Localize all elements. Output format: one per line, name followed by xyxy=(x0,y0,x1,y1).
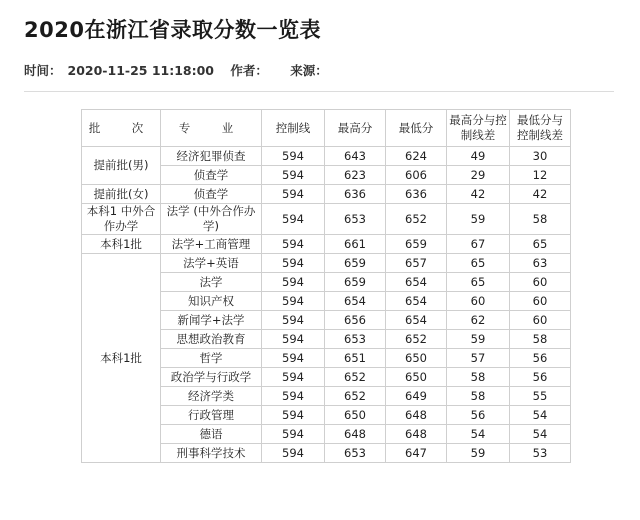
cell-min-score: 657 xyxy=(386,254,447,273)
header-control-line: 控制线 xyxy=(262,110,325,147)
cell-control-line: 594 xyxy=(262,147,325,166)
cell-max-diff: 42 xyxy=(447,185,510,204)
cell-max-score: 652 xyxy=(325,368,386,387)
cell-control-line: 594 xyxy=(262,368,325,387)
header-max-diff: 最高分与控制线差 xyxy=(447,110,510,147)
cell-control-line: 594 xyxy=(262,235,325,254)
cell-min-diff: 58 xyxy=(510,204,571,235)
cell-min-score: 624 xyxy=(386,147,447,166)
table-row xyxy=(82,185,571,204)
cell-max-diff: 65 xyxy=(447,254,510,273)
cell-control-line: 594 xyxy=(262,425,325,444)
header-min-score: 最低分 xyxy=(386,110,447,147)
cell-major: 行政管理 xyxy=(161,406,262,425)
cell-major: 法学+英语 xyxy=(161,254,262,273)
cell-min-score: 636 xyxy=(386,185,447,204)
cell-major: 哲学 xyxy=(161,349,262,368)
cell-max-score: 653 xyxy=(325,330,386,349)
cell-max-score: 653 xyxy=(325,204,386,235)
cell-max-diff: 59 xyxy=(447,444,510,463)
cell-max-score: 654 xyxy=(325,292,386,311)
cell-max-score: 650 xyxy=(325,406,386,425)
cell-max-diff: 60 xyxy=(447,292,510,311)
cell-min-score: 650 xyxy=(386,349,447,368)
cell-batch: 提前批(女) xyxy=(82,185,161,204)
author-label: 作者： xyxy=(230,63,268,78)
article-meta xyxy=(24,61,340,79)
time-label: 时间： xyxy=(24,63,62,78)
cell-max-diff: 59 xyxy=(447,330,510,349)
cell-min-diff: 54 xyxy=(510,406,571,425)
cell-min-diff: 65 xyxy=(510,235,571,254)
cell-max-diff: 59 xyxy=(447,204,510,235)
cell-control-line: 594 xyxy=(262,330,325,349)
cell-major: 知识产权 xyxy=(161,292,262,311)
cell-min-score: 648 xyxy=(386,406,447,425)
cell-batch: 本科1批 xyxy=(82,254,161,463)
cell-major: 经济学类 xyxy=(161,387,262,406)
cell-min-score: 654 xyxy=(386,292,447,311)
cell-max-diff: 65 xyxy=(447,273,510,292)
cell-control-line: 594 xyxy=(262,349,325,368)
cell-max-diff: 54 xyxy=(447,425,510,444)
cell-control-line: 594 xyxy=(262,273,325,292)
time-value: 2020-11-25 11:18:00 xyxy=(67,63,215,78)
cell-max-diff: 29 xyxy=(447,166,510,185)
cell-control-line: 594 xyxy=(262,204,325,235)
cell-min-diff: 63 xyxy=(510,254,571,273)
cell-control-line: 594 xyxy=(262,406,325,425)
cell-min-score: 606 xyxy=(386,166,447,185)
cell-min-diff: 60 xyxy=(510,292,571,311)
table-row xyxy=(82,204,571,235)
cell-max-score: 659 xyxy=(325,273,386,292)
cell-max-diff: 67 xyxy=(447,235,510,254)
cell-major: 刑事科学技术 xyxy=(161,444,262,463)
table-row xyxy=(82,254,571,273)
cell-max-score: 643 xyxy=(325,147,386,166)
cell-max-diff: 56 xyxy=(447,406,510,425)
cell-control-line: 594 xyxy=(262,387,325,406)
cell-major: 法学 (中外合作办学) xyxy=(161,204,262,235)
cell-control-line: 594 xyxy=(262,292,325,311)
cell-batch: 本科1 中外合作办学 xyxy=(82,204,161,235)
cell-major: 法学+工商管理 xyxy=(161,235,262,254)
table-row xyxy=(82,147,571,166)
cell-major: 思想政治教育 xyxy=(161,330,262,349)
cell-control-line: 594 xyxy=(262,254,325,273)
cell-max-score: 623 xyxy=(325,166,386,185)
cell-control-line: 594 xyxy=(262,444,325,463)
cell-min-diff: 53 xyxy=(510,444,571,463)
cell-max-score: 651 xyxy=(325,349,386,368)
cell-min-diff: 12 xyxy=(510,166,571,185)
cell-min-score: 650 xyxy=(386,368,447,387)
cell-min-diff: 60 xyxy=(510,273,571,292)
cell-major: 政治学与行政学 xyxy=(161,368,262,387)
table-row xyxy=(82,235,571,254)
cell-max-score: 656 xyxy=(325,311,386,330)
header-major: 专 业 xyxy=(161,110,262,147)
cell-min-score: 659 xyxy=(386,235,447,254)
cell-min-diff: 58 xyxy=(510,330,571,349)
cell-major: 德语 xyxy=(161,425,262,444)
cell-min-diff: 56 xyxy=(510,368,571,387)
table-header-row xyxy=(82,110,571,147)
source-label: 来源： xyxy=(290,63,328,78)
cell-min-diff: 30 xyxy=(510,147,571,166)
cell-max-diff: 57 xyxy=(447,349,510,368)
header-min-diff: 最低分与控制线差 xyxy=(510,110,571,147)
cell-major: 侦查学 xyxy=(161,185,262,204)
cell-max-score: 653 xyxy=(325,444,386,463)
table-body xyxy=(82,147,571,463)
cell-major: 侦查学 xyxy=(161,166,262,185)
cell-max-score: 659 xyxy=(325,254,386,273)
header-max-score: 最高分 xyxy=(325,110,386,147)
cell-min-diff: 56 xyxy=(510,349,571,368)
cell-control-line: 594 xyxy=(262,311,325,330)
cell-control-line: 594 xyxy=(262,166,325,185)
cell-max-score: 648 xyxy=(325,425,386,444)
cell-min-score: 647 xyxy=(386,444,447,463)
cell-major: 法学 xyxy=(161,273,262,292)
cell-min-diff: 60 xyxy=(510,311,571,330)
cell-min-score: 648 xyxy=(386,425,447,444)
page-title: 2020在浙江省录取分数一览表 xyxy=(24,18,321,42)
cell-major: 新闻学+法学 xyxy=(161,311,262,330)
cell-min-score: 652 xyxy=(386,204,447,235)
cell-min-score: 654 xyxy=(386,273,447,292)
cell-max-diff: 49 xyxy=(447,147,510,166)
cell-max-diff: 58 xyxy=(447,387,510,406)
header-batch: 批 次 xyxy=(82,110,161,147)
cell-control-line: 594 xyxy=(262,185,325,204)
cell-max-diff: 62 xyxy=(447,311,510,330)
cell-min-diff: 55 xyxy=(510,387,571,406)
cell-min-diff: 42 xyxy=(510,185,571,204)
admission-score-table xyxy=(81,109,571,463)
cell-major: 经济犯罪侦查 xyxy=(161,147,262,166)
cell-max-score: 636 xyxy=(325,185,386,204)
cell-max-diff: 58 xyxy=(447,368,510,387)
cell-max-score: 652 xyxy=(325,387,386,406)
cell-batch: 提前批(男) xyxy=(82,147,161,185)
cell-min-score: 654 xyxy=(386,311,447,330)
cell-min-diff: 54 xyxy=(510,425,571,444)
cell-min-score: 652 xyxy=(386,330,447,349)
cell-min-score: 649 xyxy=(386,387,447,406)
cell-max-score: 661 xyxy=(325,235,386,254)
cell-batch: 本科1批 xyxy=(82,235,161,254)
header-divider xyxy=(24,91,614,92)
